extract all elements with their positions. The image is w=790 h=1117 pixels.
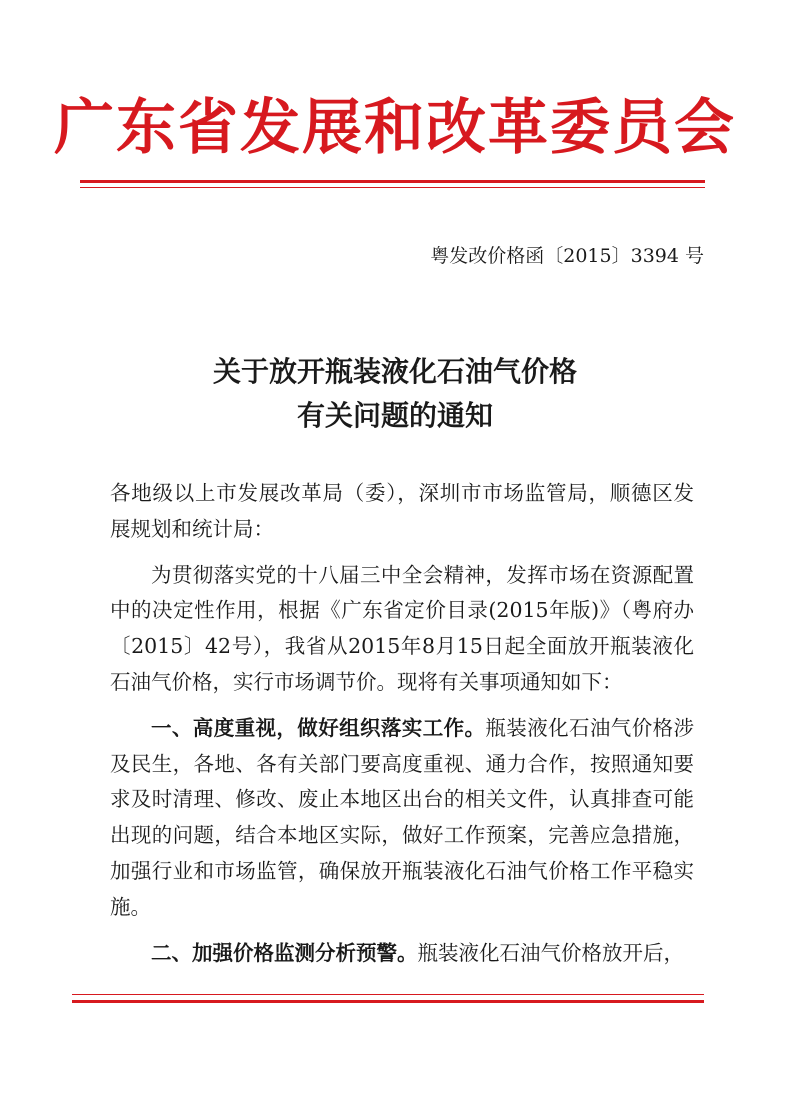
- section-2-text: 瓶装液化石油气价格放开后，: [417, 940, 684, 965]
- section-1-text: 瓶装液化石油气价格涉及民生，各地、各有关部门要高度重视、通力合作，按照通知要求及时清理、修改、废止本地区出台的相关文件，认真排查可能出现的问题，结合本地区实际，做好工作预案，完善应急措施，加强行业和市场监管，确保放开瓶装液化石油气价格工作平稳实施。: [110, 715, 695, 919]
- section-1-heading: 一、高度重视，做好组织落实工作。: [151, 715, 486, 740]
- intro-paragraph: 为贯彻落实党的十八届三中全会精神，发挥市场在资源配置中的决定性作用，根据《广东省定价目录(2015年版)》（粤府办〔2015〕42号），我省从2015年8月15日起全面放开瓶装液化石油气价格，实行市场调节价。现将有关事项通知如下：: [110, 562, 694, 694]
- footer-divider-thin: [72, 994, 704, 995]
- document-number: 粤发改价格函〔2015〕3394 号: [430, 245, 704, 267]
- section-1-paragraph: [110, 711, 694, 926]
- document-title: [0, 350, 790, 438]
- section-2-heading: 二、加强价格监测分析预警。: [151, 940, 418, 965]
- header-divider-thick: [80, 180, 705, 183]
- header-divider-thin: [80, 187, 705, 188]
- section-2-paragraph: [110, 936, 694, 972]
- document-title-line-1: 关于放开瓶装液化石油气价格: [212, 355, 577, 388]
- recipients-paragraph: 各地级以上市发展改革局（委），深圳市市场监管局，顺德区发展规划和统计局：: [110, 481, 694, 541]
- footer-divider-thick: [72, 1000, 704, 1003]
- document-body: [110, 476, 694, 981]
- document-title-line-2: 有关问题的通知: [296, 399, 493, 432]
- issuing-organization-header: 广东省发展和改革委员会: [54, 93, 736, 163]
